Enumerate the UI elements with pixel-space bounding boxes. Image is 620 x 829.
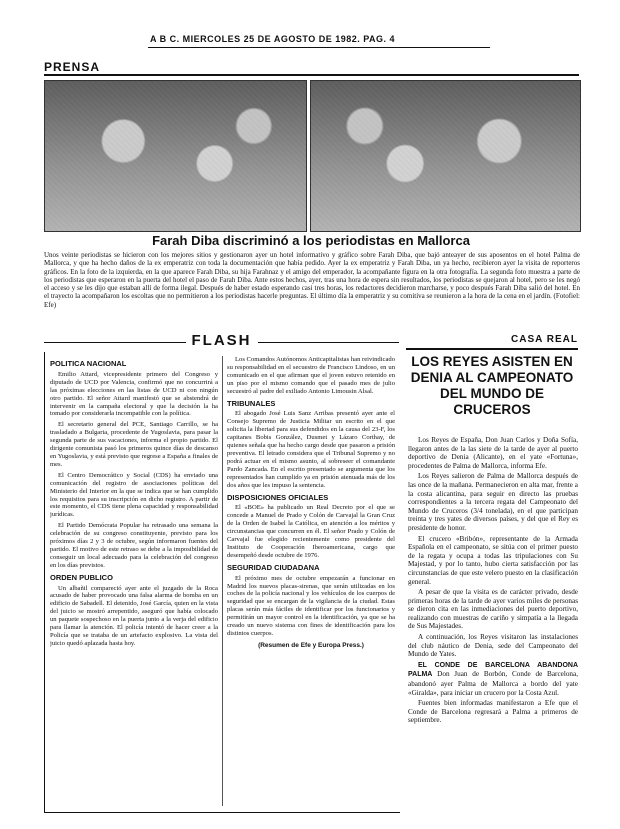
news-item: El «BOE» ha publicado un Real Decreto por el que se concede a Manuel de Prado y Colón de Carvajal la Gran Cruz de la Orden de Isabel la Católica, en atención a los méritos y circunstancias que concurren en él. El señor Prado y Colón de Carvajal fue elegido recientemente como presidente del Instituto de Cooperación Iberoamericana, cargo que desempeñó desde octubre de 1976. [227, 504, 395, 559]
article-paragraph: El crucero «Bribón», representante de la Armada Española en el campeonato, se sitúa con el primer puesto de la regata y ocupa a todas las tripulaciones con Su Majestad, y por lo tanto, hubo cierta satisfacción por las circunstancias de que este velero puesto en la clasificación general. [408, 534, 578, 586]
flash-column-divider [222, 356, 223, 806]
photo-caption: Unos veinte periodistas se hicieron con los mejores sitios y gestionaron ayer un hotel informativo y gráfico sobre Farah Diba, que bajó anteayer de sus aposentos en el hotel Palma de Mallorca, y que ha hecho daños de la ex emperatriz con toda la documentación que había pedido. Ayer la ex emperatriz y Farah Diba, un ya hecho, recibieron ayer la visita de reporteros gráficos. En la foto de la izquierda, en la que aparece Farah Diba, su hija Farahnaz y el amigo del emperador, la acompañante figura en la otra fotografía. La segunda foto muestra a parte de los periodistas que esperaron en la puerta del hotel el paso de Farah Diba. Ante estos hechos, ayer, tras una hora de espera sin resultados, los periodistas se quejaron al hotel, pero se les negó el acceso y se les dijo que estaban allí de forma ilegal. Después de haber estado esperando casi tres horas, los redactores decidieron marcharse, y poco después Farah Diba salió del hotel. En el trayecto la acompañaron los escoltas que no permitieron a los periodistas hacerle preguntas. El último día la emperatriz y su comitiva se reunieron a la hora de la cena en el jardín. (Fotofiel: Efe) [44, 251, 580, 309]
photo-right [310, 80, 581, 232]
article-paragraph [408, 661, 578, 697]
flash-column-1 [50, 356, 218, 811]
news-item: Un albañil compareció ayer ante el juzgado de la Roca acusado de haber provocado una falsa alarma de bomba en un edificio de Sabadell. El detenido, José García, quien en la vista del juicio se mostró arrepentido, aseguró que había colocado un paquete sospechoso en la puerta junto a la verja del edificio para llamar la atención. El policía intentó de hacer creer a la Policía que se trataba de un artefacto explosivo. La vista del juicio quedó aplazada hasta hoy. [50, 584, 218, 647]
casa-real-rule [406, 348, 578, 350]
section-orden-title: ORDEN PUBLICO [50, 572, 113, 582]
article-paragraph: Los Reyes salieron de Palma de Mallorca después de las once de la mañana. Permanecieron en alta mar, frente a la costa alicantina, para seguir en directo las pruebas correspondientes a la tercera regata del Campeonato del Mundo de Cruceros (3/4 tonelada), en el que participan treinta y tres yates de diversos países, y del que el Rey es presidente de honor. [408, 472, 578, 532]
news-item: El secretario general del PCE, Santiago Carrillo, se ha trasladado a Bulgaria, procedente de Yugoslavia, para pasar la segunda parte de sus vacaciones, informa el propio partido. El dirigente comunista pasó los primeros quince días de descanso en Yugoslavia, y está previsto que regrese a España a finales de mes. [50, 421, 218, 468]
section-politica-title: POLITICA NACIONAL [50, 359, 127, 368]
flash-column-2 [227, 356, 395, 811]
news-source: (Resumen de Efe y Europa Press.) [258, 641, 364, 649]
article-paragraph: Los Reyes de España, Don Juan Carlos y Doña Sofía, llegaron antes de la las siete de la tarde de ayer al puerto deportivo de Denia (Alicante), en el yate «Fortuna», procedentes de Palma de Mallorca, informa Efe. [408, 436, 578, 470]
article-paragraph: A continuación, los Reyes visitaron las instalaciones del club náutico de Denia, sede del Campeonato del Mundo de Yates. [408, 633, 578, 659]
conde-subhead: EL CONDE DE BARCELONA ABANDONA PALMA [408, 661, 578, 679]
section-label: PRENSA [44, 60, 101, 74]
news-item: Los Comandos Autónomos Anticapitalistas han reivindicado su responsabilidad en el secuestro de Francisco Lindoso, en un comunicado en el que afirman que el joven estuvo retenido en un piso por el mismo comando que el pasado mes de julio secuestró al padre del exiliado Antonio Limousin Alsal. [227, 356, 395, 395]
masthead-rule [148, 47, 490, 48]
photo-left [44, 80, 307, 232]
news-item: El Centro Democrático y Social (CDS) ha enviado una comunicación del registro de asociaciones políticas del Ministerio del Interior en la que se indica que se han cumplido los requisitos para su inscripción en dicho registro. A partir de este momento, el CDS tiene plena capacidad y responsabilidad jurídicas. [50, 471, 218, 519]
masthead: A B C. MIERCOLES 25 DE AGOSTO DE 1982. PAG. 4 [150, 34, 396, 44]
flash-title-wrap [44, 332, 399, 350]
news-item: El Partido Demócrata Popular ha retrasado una semana la celebración de su congreso constituyente, previsto para los próximos días 2 y 3 de octubre, según informaron fuentes del partido. El motivo de este retraso se debe a la imposibilidad de conseguir un local adecuado para la celebración del congreso en los días previstos. [50, 522, 218, 569]
section-rule [44, 74, 579, 76]
article-headline: Farah Diba discriminó a los periodistas en Mallorca [152, 233, 470, 248]
conde-text: Don Juan de Borbón, Conde de Barcelona, abandonó ayer Palma de Mallorca a bordo del yate «Giralda», para iniciar un crucero por la Costa Azul. [408, 670, 578, 697]
news-item: Emilio Attard, vicepresidente primero del Congreso y diputado de UCD por Valencia, confirmó que no concurrirá a las próximas elecciones en las listas de UCD ni con ningún otro partido. El señor Attard manifestó que se abstendrá de intervenir en la campaña electoral y que la decisión la ha tomado por considerarla incompatible con la política. [50, 370, 218, 418]
casa-real-label: CASA REAL [511, 334, 578, 345]
article-paragraph: Fuentes bien informadas manifestaron a Efe que el Conde de Barcelona regresará a Palma a primeros de septiembre. [408, 699, 578, 725]
flash-title: FLASH [186, 332, 258, 349]
article-paragraph: A pesar de que la visita es de carácter privado, desde primeras horas de la tarde de ayer varios miles de personas se dieron cita en las inmediaciones del puerto deportivo, realizando con muestras de cariño y simpatía a la llegada de Sus Majestades. [408, 588, 578, 631]
section-disposiciones-title: DISPOSICIONES OFICIALES [227, 492, 329, 502]
casa-real-headline: LOS REYES ASISTEN EN DENIA AL CAMPEONATO DEL MUNDO DE CRUCEROS [410, 354, 574, 417]
section-seguridad-title: SEGURIDAD CIUDADANA [227, 562, 320, 572]
casa-real-body [408, 436, 578, 816]
news-item: El abogado José Luis Sanz Arribas presentó ayer ante el Consejo Supremo de Justicia Militar un escrito en el que solicita la libertad para sus defendidos en la causa del 23-F, los capitanes Bobis González, Dusmet y Lázaro Corthay, de quienes señala que ha hecho cargo desde que pasaron a prisión preventiva. El letrado considera que el Tribunal Supremo y no podrá actuar en el mismo asunto, al sobreseer el comandante Pardo Zancada. En el escrito presentado se argumenta que los representados han cumplido ya en prisión atenuada más de los dos años que les impuso la sentencia. [227, 410, 395, 489]
section-tribunales-title: TRIBUNALES [227, 398, 276, 408]
news-item: El próximo mes de octubre empezarán a funcionar en Madrid los nuevos placas-sirenas, que serán utilizadas en los coches de la policía nacional y los vehículos de los cuerpos de seguridad que se encargan de la vigilancia de la ciudad. Estas placas serán más fáciles de identificar por los funcionarios y permitirán un mayor control en la identificación, ya que se ha creado un nuevo sistema con fines de identificación para los distintos cuerpos. [227, 574, 395, 637]
